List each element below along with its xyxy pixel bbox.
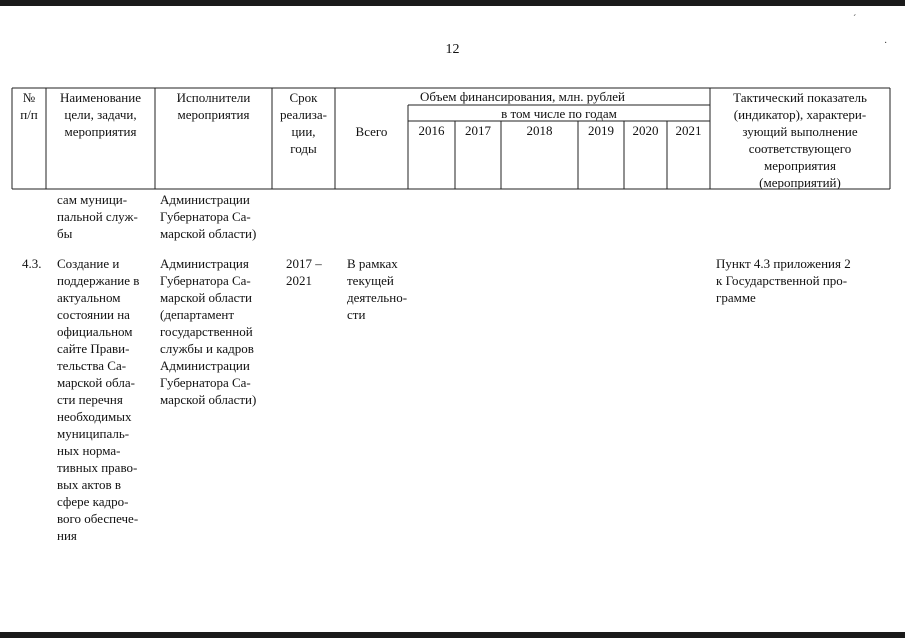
scan-speck: ˊ bbox=[853, 14, 857, 25]
header-year: 2020 bbox=[632, 123, 659, 138]
row-indicator: Пункт 4.3 приложения 2 к Государственной про- грамме bbox=[716, 256, 851, 305]
row-term: 2017 – 2021 bbox=[286, 256, 322, 288]
header-name: Наименование цели, задачи, мероприятия bbox=[60, 90, 141, 139]
header-term: Срок реализа- ции, годы bbox=[280, 90, 327, 156]
header-year: 2018 bbox=[526, 123, 553, 138]
header-indicator: Тактический показатель (индикатор), характери- зующий выполнение соответствующего мероприятия (мероприятий) bbox=[733, 90, 867, 190]
row-number: 4.3. bbox=[22, 256, 42, 271]
header-number: № п/п bbox=[20, 90, 38, 122]
page-number: 12 bbox=[445, 42, 460, 57]
row-funding-note: В рамках текущей деятельно- сти bbox=[347, 256, 408, 322]
row-continued-name: сам муници- пальной служ- бы bbox=[57, 192, 138, 241]
header-year: 2021 bbox=[675, 123, 702, 138]
header-year: 2016 bbox=[418, 123, 445, 138]
header-funding: Объем финансирования, млн. рублей bbox=[420, 89, 625, 104]
row-continued-executors: Администрации Губернатора Са- марской области) bbox=[160, 192, 257, 241]
header-total: Всего bbox=[355, 124, 388, 139]
row-name: Создание и поддержание в актуальном состоянии на официальном сайте Прави- тельства Са- марской обла- сти перечня необходимых муниципаль- ных норма- тивных право- вых актов в сфере кадро- вого обеспече- ния bbox=[57, 256, 140, 543]
row-executors: Администрация Губернатора Са- марской области (департамент государственной службы и кадров Администрации Губернатора Са- марской области) bbox=[160, 256, 257, 407]
scan-speck: · bbox=[884, 38, 888, 49]
header-year: 2017 bbox=[465, 123, 491, 138]
header-executors: Исполнители мероприятия bbox=[176, 90, 251, 122]
header-by-years: в том числе по годам bbox=[501, 106, 617, 121]
header-year: 2019 bbox=[588, 123, 614, 138]
